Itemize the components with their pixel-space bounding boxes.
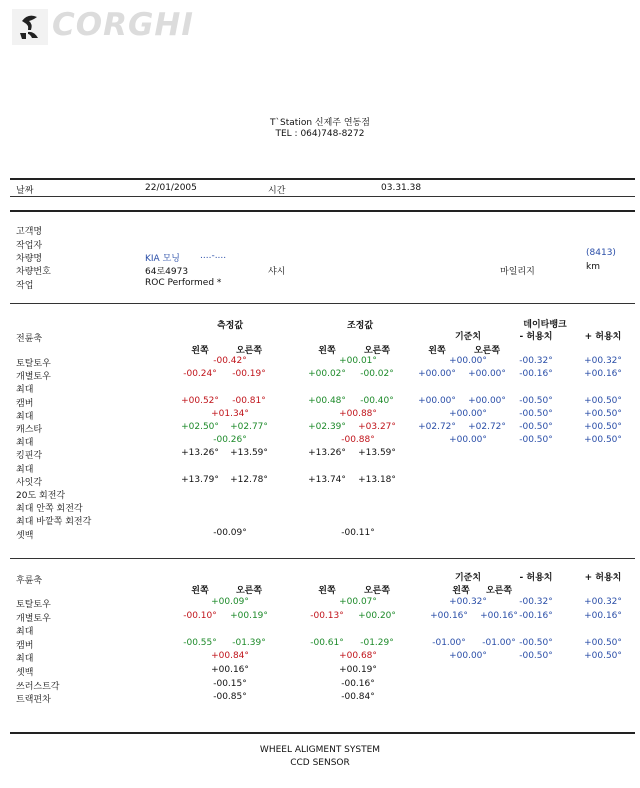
shop-tel: TEL : 064)748-8272 bbox=[275, 129, 365, 139]
front-plus-tolerance: +00.32° bbox=[584, 356, 622, 366]
rear-row-label: 개별토우 bbox=[16, 613, 51, 624]
front-reference-left: +00.00° bbox=[418, 395, 456, 406]
divider-date bbox=[10, 196, 635, 197]
rear-measured-value: -00.15° bbox=[213, 678, 247, 689]
front-adjusted-right: -00.02° bbox=[360, 369, 394, 380]
rear-measured-right: +00.19° bbox=[230, 610, 268, 621]
front-reference-right: +00.00° bbox=[468, 395, 506, 406]
front-minus-tolerance: -00.16° bbox=[519, 369, 553, 380]
shop-name: T`Station 신제주 연동점 bbox=[270, 118, 370, 128]
rear-minus-tolerance: -00.50° bbox=[519, 651, 553, 662]
rear-reference-value: +00.32° bbox=[449, 597, 487, 607]
front-minus-tolerance: -00.50° bbox=[519, 408, 553, 419]
front-reference-right: +02.72° bbox=[468, 422, 506, 432]
rear-plus-tolerance: +00.32° bbox=[584, 597, 622, 607]
front-adjusted-header: 조정값 bbox=[346, 321, 374, 331]
front-measured-value: -00.09° bbox=[213, 527, 247, 538]
rear-row-label: 최대 bbox=[16, 654, 34, 665]
footer-system: WHEEL ALIGMENT SYSTEM bbox=[259, 745, 381, 755]
rear-measured-value: +00.09° bbox=[211, 597, 249, 607]
rear-ref-left-header: 왼쪽 bbox=[452, 586, 470, 596]
front-measured-right: -00.19° bbox=[232, 369, 266, 380]
front-adjusted-left: +00.48° bbox=[308, 395, 346, 406]
rear-measured-value: +00.16° bbox=[211, 665, 249, 675]
rear-plus-tolerance: +00.50° bbox=[584, 637, 622, 648]
rear-measured-left: -00.55° bbox=[183, 637, 217, 648]
rear-reference-right: -01.00° bbox=[482, 637, 516, 648]
rear-row-label: 토탈토우 bbox=[16, 600, 51, 610]
front-reference-left: +00.00° bbox=[418, 369, 456, 380]
job-label: 작업 bbox=[16, 281, 34, 291]
front-reference-value: +00.00° bbox=[449, 435, 487, 446]
job-value: ROC Performed * bbox=[145, 278, 222, 288]
bird-logo-icon bbox=[12, 9, 48, 45]
front-minus-tolerance: -00.50° bbox=[519, 435, 553, 446]
rear-adjusted-value: +00.68° bbox=[339, 651, 377, 662]
front-row-label: 캠버 bbox=[16, 398, 34, 409]
rear-measured-right-header: 오른쪽 bbox=[235, 586, 263, 596]
front-measured-right: +13.59° bbox=[230, 448, 268, 459]
customer-label: 고객명 bbox=[16, 227, 43, 237]
front-measured-left: +13.26° bbox=[181, 448, 219, 459]
front-adjusted-left: +13.26° bbox=[308, 448, 346, 459]
rear-ref-right-header: 오른쪽 bbox=[485, 586, 513, 596]
rear-reference-value: +00.00° bbox=[449, 651, 487, 662]
footer-sensor: CCD SENSOR bbox=[290, 758, 350, 768]
front-measured-right: +02.77° bbox=[230, 422, 268, 432]
date-label: 날짜 bbox=[16, 186, 34, 196]
front-reference-right: +00.00° bbox=[468, 369, 506, 380]
mileage-unit: km bbox=[586, 262, 600, 272]
rear-minus-tolerance: -00.50° bbox=[519, 637, 553, 648]
front-adjusted-right: -00.40° bbox=[360, 395, 394, 406]
chassis-label: 샤시 bbox=[268, 267, 286, 277]
rear-adjusted-right: -01.29° bbox=[360, 637, 394, 648]
rear-adjusted-left: -00.13° bbox=[310, 610, 344, 621]
rear-plus-tolerance: +00.50° bbox=[584, 651, 622, 662]
plate-label: 차량번호 bbox=[16, 267, 51, 277]
front-plus-tol-header: + 허용치 bbox=[584, 332, 622, 342]
front-measured-right: +12.78° bbox=[230, 474, 268, 485]
rear-reference-right: +00.16° bbox=[480, 610, 518, 621]
date-value: 22/01/2005 bbox=[145, 183, 197, 193]
rear-reference-left: -01.00° bbox=[432, 637, 466, 648]
front-plus-tolerance: +00.50° bbox=[584, 395, 622, 406]
front-measured-left: +13.79° bbox=[181, 474, 219, 485]
front-minus-tol-header: - 허용치 bbox=[519, 332, 553, 342]
front-row-label: 최대 바깥쪽 회전각 bbox=[16, 517, 92, 528]
rear-axle-label: 후륜축 bbox=[16, 576, 43, 586]
front-plus-tolerance: +00.50° bbox=[584, 408, 622, 419]
front-reference-header: 기준치 bbox=[454, 332, 482, 342]
front-reference-left: +02.72° bbox=[418, 422, 456, 432]
front-row-label: 최대 안쪽 회전각 bbox=[16, 504, 83, 515]
brand-logo-text: CORGHI bbox=[52, 7, 194, 43]
front-plus-tolerance: +00.16° bbox=[584, 369, 622, 380]
front-plus-tolerance: +00.50° bbox=[584, 435, 622, 446]
operator-label: 작업자 bbox=[16, 241, 43, 251]
front-plus-tolerance: +00.50° bbox=[584, 422, 622, 432]
front-minus-tolerance: -00.50° bbox=[519, 395, 553, 406]
vehicle-name: KIA 모닝 bbox=[145, 254, 180, 264]
front-ref-left-header: 왼쪽 bbox=[428, 346, 446, 356]
front-row-label: 최대 bbox=[16, 385, 34, 396]
front-measured-right: -00.81° bbox=[232, 395, 266, 406]
front-adjusted-right: +03.27° bbox=[358, 422, 396, 432]
rear-measured-value: -00.85° bbox=[213, 692, 247, 703]
front-adjusted-value: +00.88° bbox=[339, 408, 377, 419]
front-row-label: 최대 bbox=[16, 438, 34, 449]
front-adjusted-right-header: 오른쪽 bbox=[363, 346, 391, 356]
rear-reference-header: 기준치 bbox=[454, 573, 482, 583]
front-row-label: 사잇각 bbox=[16, 477, 43, 488]
rear-adjusted-value: -00.16° bbox=[341, 678, 375, 689]
time-label: 시간 bbox=[268, 186, 286, 196]
rear-row-label: 트랙편차 bbox=[16, 695, 51, 706]
front-measured-value: -00.26° bbox=[213, 435, 247, 446]
divider-top bbox=[10, 178, 635, 180]
front-databank-header: 데이타뱅크 bbox=[523, 320, 567, 330]
rear-adjusted-right-header: 오른쪽 bbox=[363, 586, 391, 596]
rear-adjusted-value: +00.07° bbox=[339, 597, 377, 607]
front-row-label: 최대 bbox=[16, 411, 34, 422]
vehicle-label: 차량명 bbox=[16, 254, 43, 264]
divider-customer-bottom bbox=[10, 303, 635, 304]
rear-plus-tol-header: + 허용치 bbox=[584, 573, 622, 583]
front-minus-tolerance: -00.32° bbox=[519, 356, 553, 366]
rear-adjusted-value: -00.84° bbox=[341, 692, 375, 703]
corghi-logo bbox=[12, 9, 48, 45]
rear-measured-left-header: 왼쪽 bbox=[191, 586, 209, 596]
rear-minus-tol-header: - 허용치 bbox=[519, 573, 553, 583]
front-row-label: 개별토우 bbox=[16, 372, 51, 383]
front-adjusted-value: +00.01° bbox=[339, 356, 377, 366]
rear-adjusted-value: +00.19° bbox=[339, 665, 377, 675]
rear-minus-tolerance: -00.16° bbox=[519, 610, 553, 621]
front-measured-value: -00.42° bbox=[213, 356, 247, 366]
front-adjusted-right: +13.59° bbox=[358, 448, 396, 459]
front-measured-header: 측정값 bbox=[216, 321, 244, 331]
front-row-label: 셋백 bbox=[16, 530, 34, 541]
front-measured-left: -00.24° bbox=[183, 369, 217, 380]
rear-row-label: 쓰러스트각 bbox=[16, 681, 60, 692]
divider-rear bbox=[10, 558, 635, 559]
front-measured-left-header: 왼쪽 bbox=[191, 346, 209, 356]
front-measured-left: +00.52° bbox=[181, 395, 219, 406]
front-minus-tolerance: -00.50° bbox=[519, 422, 553, 432]
front-reference-value: +00.00° bbox=[449, 356, 487, 366]
rear-minus-tolerance: -00.32° bbox=[519, 597, 553, 607]
front-adjusted-value: -00.88° bbox=[341, 435, 375, 446]
front-adjusted-right: +13.18° bbox=[358, 474, 396, 485]
front-adjusted-left-header: 왼쪽 bbox=[318, 346, 336, 356]
time-value: 03.31.38 bbox=[381, 183, 422, 193]
plate-value: 64로4973 bbox=[145, 267, 189, 277]
mileage-label: 마일리지 bbox=[500, 267, 535, 277]
front-row-label: 캐스타 bbox=[16, 425, 43, 435]
front-measured-left: +02.50° bbox=[181, 422, 219, 432]
rear-row-label: 캠버 bbox=[16, 640, 34, 651]
rear-reference-left: +00.16° bbox=[430, 610, 468, 621]
rear-adjusted-left: -00.61° bbox=[310, 637, 344, 648]
rear-measured-left: -00.10° bbox=[183, 610, 217, 621]
front-adjusted-left: +00.02° bbox=[308, 369, 346, 380]
rear-measured-right: -01.39° bbox=[232, 637, 266, 648]
front-reference-value: +00.00° bbox=[449, 408, 487, 419]
front-measured-value: +01.34° bbox=[211, 408, 249, 419]
rear-row-label: 셋백 bbox=[16, 668, 34, 678]
divider-customer-top bbox=[10, 210, 635, 212]
front-adjusted-left: +13.74° bbox=[308, 474, 346, 485]
front-row-label: 토탈토우 bbox=[16, 359, 51, 369]
front-ref-right-header: 오른쪽 bbox=[473, 346, 501, 356]
front-adjusted-value: -00.11° bbox=[341, 527, 375, 538]
rear-adjusted-left-header: 왼쪽 bbox=[318, 586, 336, 596]
rear-measured-value: +00.84° bbox=[211, 651, 249, 662]
mileage-value: (8413) bbox=[586, 248, 616, 258]
front-axle-label: 전륜축 bbox=[16, 334, 43, 344]
front-measured-right-header: 오른쪽 bbox=[235, 346, 263, 356]
rear-plus-tolerance: +00.16° bbox=[584, 610, 622, 621]
rear-adjusted-right: +00.20° bbox=[358, 610, 396, 621]
rear-row-label: 최대 bbox=[16, 627, 34, 638]
divider-footer bbox=[10, 732, 635, 734]
front-row-label: 킹핀각 bbox=[16, 451, 43, 462]
front-row-label: 20도 회전각 bbox=[16, 491, 66, 501]
front-row-label: 최대 bbox=[16, 464, 34, 475]
vehicle-dots: ....-.... bbox=[200, 251, 227, 261]
front-adjusted-left: +02.39° bbox=[308, 422, 346, 432]
